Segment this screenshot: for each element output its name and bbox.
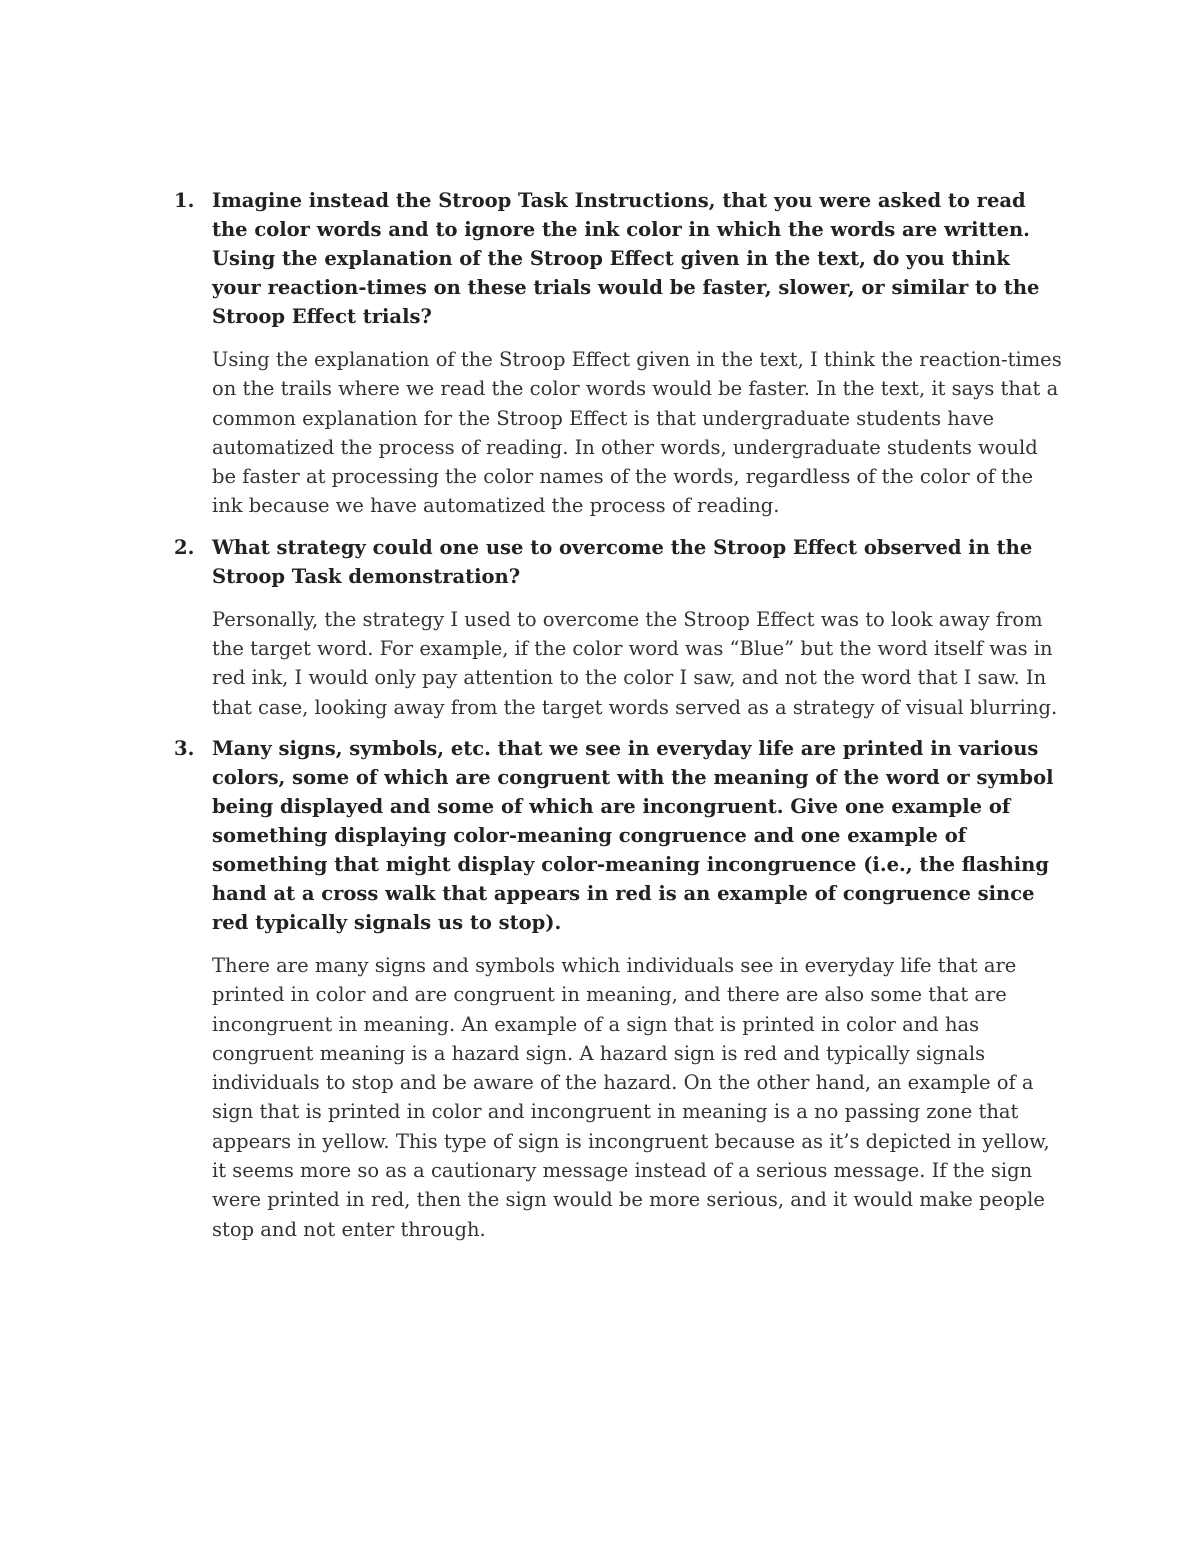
answer-text: Using the explanation of the Stroop Effect given in the text, I think the reaction-times on the trails where we read the color words would be faster. In the text, it says that a common explanation for the Stroop Effect is that undergraduate students have automatized the process of reading. In other words, undergraduate students would be faster at processing the color names of the words, regardless of the color of the ink because we have automatized the process of reading. [212, 348, 1062, 518]
question-item-3 [174, 734, 1062, 1244]
answer-text: Personally, the strategy I used to overcome the Stroop Effect was to look away from the target word. For example, if the color word was “Blue” but the word itself was in red ink, I would only pay attention to the color I saw, and not the word that I saw. In that case, looking away from the target words served as a strategy of visual blurring. [212, 607, 1058, 719]
question-number: 3. [174, 736, 195, 760]
question-text: Imagine instead the Stroop Task Instructions, that you were asked to read the color words and to ignore the ink color in which the words are written. Using the explanation of the Stroop Effect given in the text, do you think your reaction-times on these trials would be faster, slower, or similar to the Stroop Effect trials? [212, 189, 1040, 328]
question-text: What strategy could one use to overcome the Stroop Effect observed in the Stroop Task demonstration? [212, 535, 1033, 588]
question-item-2 [174, 533, 1062, 722]
question-text: Many signs, symbols, etc. that we see in everyday life are printed in various colors, some of which are congruent with the meaning of the word or symbol being displayed and some of which are incongruent. Give one example of something displaying color-meaning congruence and one example of something that might display color-meaning incongruence (i.e., the flashing hand at a cross walk that appears in red is an example of congruence since red typically signals us to stop). [212, 736, 1054, 934]
question-list [174, 186, 1062, 1256]
question-number: 1. [174, 189, 195, 212]
question-number: 2. [174, 535, 195, 559]
question-item-1 [174, 186, 1062, 521]
answer-text: There are many signs and symbols which individuals see in everyday life that are printed in color and are congruent in meaning, and there are also some that are incongruent in meaning. An example of a sign that is printed in color and has congruent meaning is a hazard sign. A hazard sign is red and typically signals individuals to stop and be aware of the hazard. On the other hand, an example of a sign that is printed in color and incongruent in meaning is a no passing zone that appears in yellow. This type of sign is incongruent because as it’s depicted in yellow, it seems more so as a cautionary message instead of a serious message. If the sign were printed in red, then the sign would be more serious, and it would make people stop and not enter through. [212, 953, 1050, 1241]
